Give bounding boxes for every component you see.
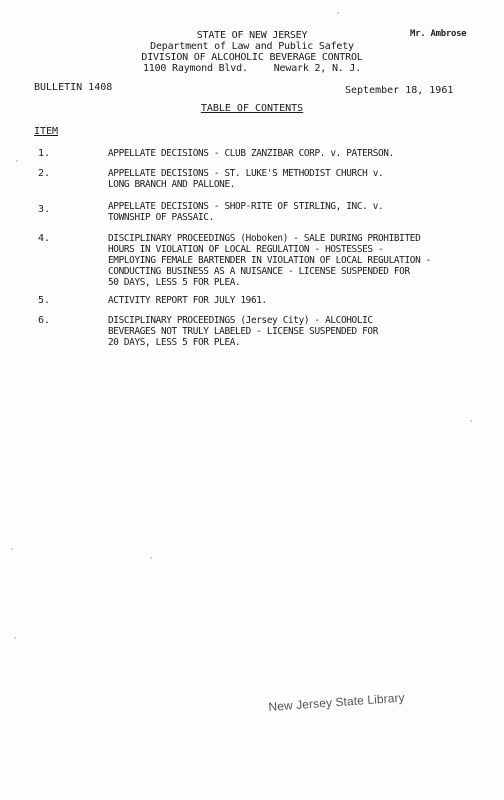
toc-entry-line: APPELLATE DECISIONS - SHOP-RITE OF STIRLING, INC. v.	[108, 201, 384, 212]
item-heading	[34, 126, 58, 137]
toc-entry-line: APPELLATE DECISIONS - ST. LUKE'S METHODIST CHURCH v.	[108, 168, 384, 179]
scan-speck	[470, 420, 472, 422]
handwritten-annotation: Mr. Ambrose	[410, 29, 467, 39]
toc-title-text: TABLE OF CONTENTS	[200, 103, 304, 114]
toc-entry-text	[108, 201, 498, 223]
letterhead-city: Newark 2, N. J.	[273, 63, 362, 74]
toc-entry-number: 3.	[38, 204, 51, 215]
toc-entry-text	[108, 233, 498, 288]
toc-entry-number: 5.	[38, 295, 51, 306]
toc-entry-number: 4.	[38, 233, 51, 244]
scan-speck	[150, 557, 152, 559]
toc-entry-line: TOWNSHIP OF PASSAIC.	[108, 212, 214, 223]
toc-entry-text	[108, 315, 498, 348]
bulletin-number: BULLETIN 1408	[34, 82, 113, 93]
scan-speck	[11, 548, 13, 550]
letterhead-street: 1100 Raymond Blvd.	[142, 63, 248, 74]
letterhead-department: Department of Law and Public Safety	[150, 41, 354, 52]
scan-speck	[337, 12, 339, 14]
toc-entry-line: BEVERAGES NOT TRULY LABELED - LICENSE SUSPENDED FOR	[108, 326, 379, 337]
toc-entry-line: 20 DAYS, LESS 5 FOR PLEA.	[108, 337, 241, 348]
toc-entry-line: DISCIPLINARY PROCEEDINGS (Jersey City) - ALCOHOLIC	[108, 315, 373, 326]
library-stamp: New Jersey State Library	[268, 690, 406, 714]
toc-entry-number: 6.	[38, 315, 51, 326]
bulletin-date: September 18, 1961	[345, 85, 454, 96]
toc-entry-text	[108, 295, 498, 306]
item-heading-text: ITEM	[34, 126, 59, 137]
letterhead-division: DIVISION OF ALCOHOLIC BEVERAGE CONTROL	[141, 52, 363, 63]
toc-entry-text	[108, 168, 498, 190]
scan-speck	[14, 637, 16, 639]
toc-entry-line: CONDUCTING BUSINESS AS A NUISANCE - LICENSE SUSPENDED FOR	[108, 266, 410, 277]
toc-entry-line: DISCIPLINARY PROCEEDINGS (Hoboken) - SALE DURING PROHIBITED	[108, 233, 421, 244]
toc-entry-line: EMPLOYING FEMALE BARTENDER IN VIOLATION OF LOCAL REGULATION -	[108, 255, 431, 266]
toc-entry-line: ACTIVITY REPORT FOR JULY 1961.	[108, 295, 267, 306]
toc-entry-line: APPELLATE DECISIONS - CLUB ZANZIBAR CORP. v. PATERSON.	[108, 148, 394, 159]
toc-entry-line: LONG BRANCH AND PALLONE.	[108, 179, 236, 190]
toc-entry-line: 50 DAYS, LESS 5 FOR PLEA.	[108, 277, 241, 288]
toc-entry-line: HOURS IN VIOLATION OF LOCAL REGULATION - HOSTESSES -	[108, 244, 384, 255]
scan-speck	[16, 160, 18, 162]
toc-entry-number: 2.	[38, 168, 51, 179]
toc-entry-number: 1.	[38, 148, 51, 159]
toc-title	[0, 103, 504, 114]
letterhead-state: STATE OF NEW JERSEY	[196, 30, 308, 41]
toc-entry-text	[108, 148, 498, 159]
letterhead-address	[0, 63, 504, 74]
